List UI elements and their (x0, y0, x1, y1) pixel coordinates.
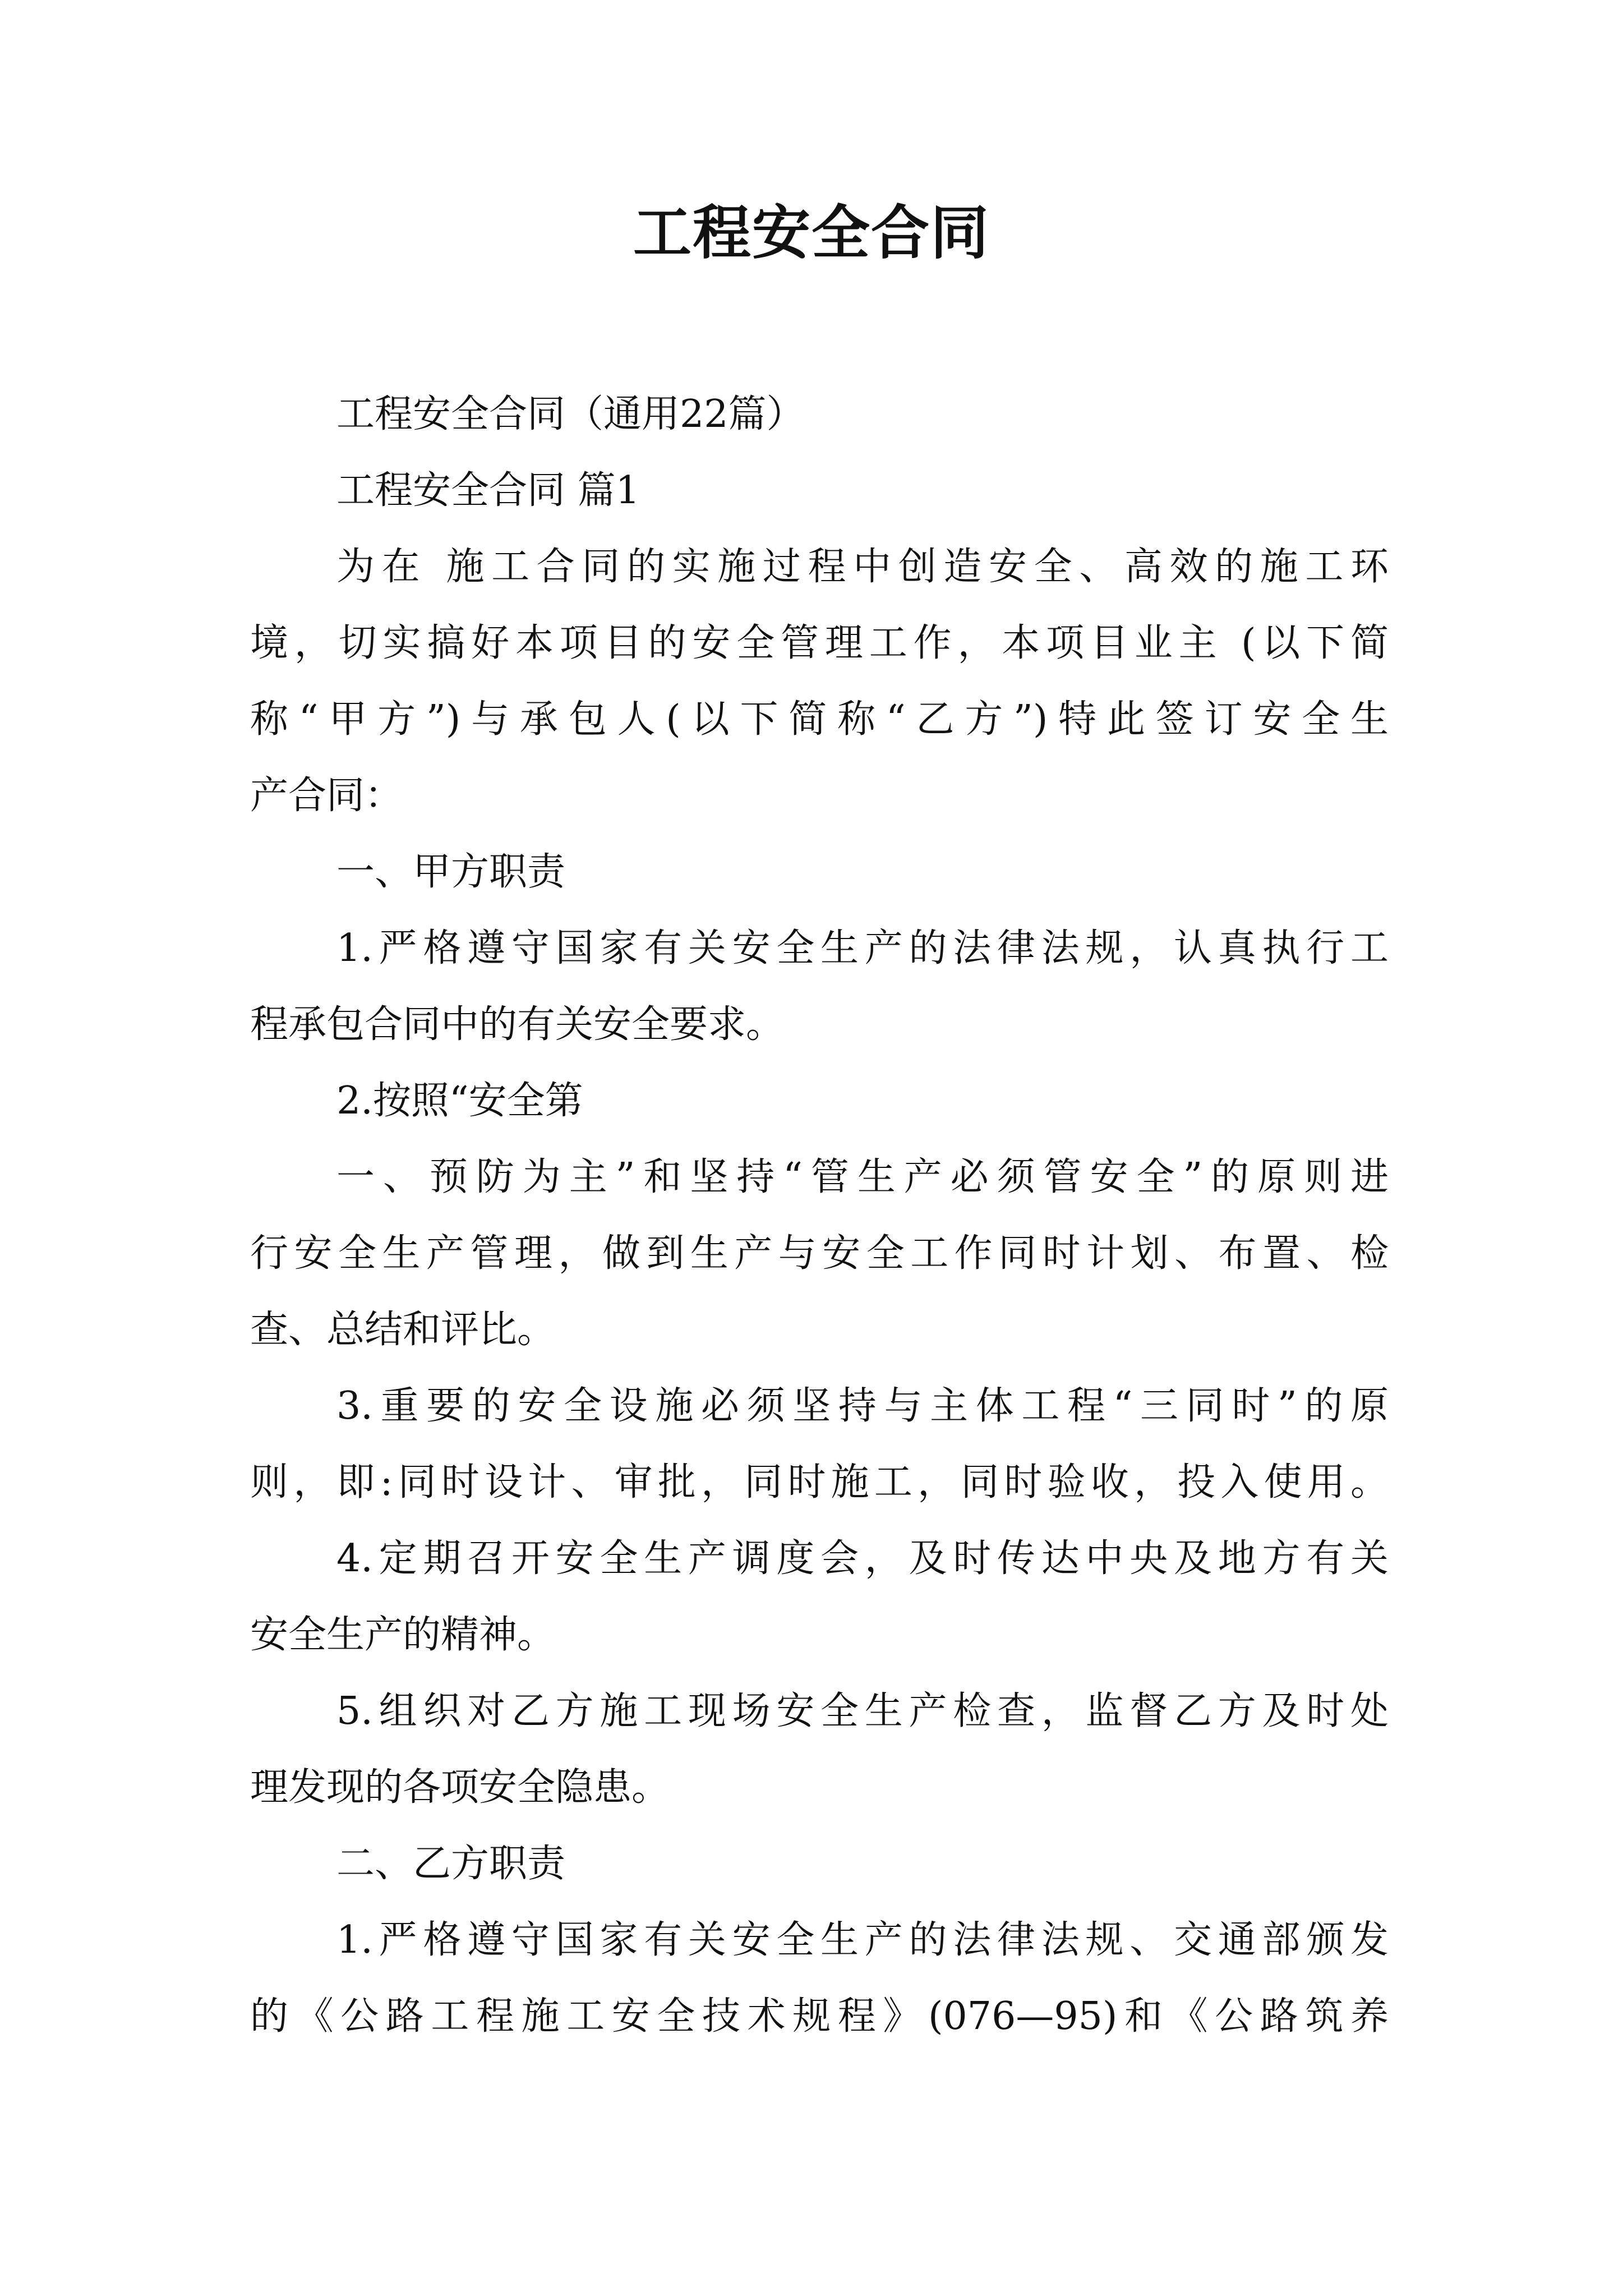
paragraph-line: 为在 施工合同的实施过程中创造安全、高效的施工环 (336, 545, 1389, 589)
paragraph-line: 行安全生产管理，做到生产与安全工作同时计划、布置、检 (250, 1231, 1389, 1276)
paragraph-line: 4.定期召开安全生产调度会，及时传达中央及地方有关 (336, 1536, 1389, 1581)
paragraph-line: 1.严格遵守国家有关安全生产的法律法规、交通部颁发 (336, 1918, 1389, 1962)
section-heading: 工程安全合同 篇1 (336, 468, 640, 513)
paragraph-line: 1.严格遵守国家有关安全生产的法律法规，认真执行工 (336, 926, 1389, 970)
paragraph-line: 理发现的各项安全隐患。 (250, 1765, 670, 1810)
paragraph-line: 程承包合同中的有关安全要求。 (250, 1002, 785, 1047)
paragraph-line: 查、总结和评比。 (250, 1308, 556, 1352)
document-title: 工程安全合同 (633, 198, 990, 267)
paragraph-line: 安全生产的精神。 (250, 1613, 556, 1657)
subtitle-line: 工程安全合同（通用22篇） (336, 392, 805, 436)
paragraph-line: 3.重要的安全设施必须坚持与主体工程“三同时”的原 (336, 1384, 1389, 1428)
paragraph-line: 的《公路工程施工安全技术规程》(076—95)和《公路筑养 (250, 1994, 1389, 2039)
paragraph-line: 2.按照“安全第 (336, 1079, 583, 1123)
paragraph-line: 一、预防为主”和坚持“管生产必须管安全”的原则进 (336, 1155, 1389, 1199)
paragraph-line: 则，即:同时设计、审批，同时施工，同时验收，投入使用。 (250, 1460, 1389, 1504)
document-body (250, 376, 1389, 2055)
section-heading: 二、乙方职责 (336, 1842, 566, 1886)
paragraph-line: 称“甲方”)与承包人(以下简称“乙方”)特此签订安全生 (250, 697, 1389, 742)
paragraph-line: 境，切实搞好本项目的安全管理工作，本项目业主 (以下简 (250, 621, 1389, 665)
section-heading: 一、甲方职责 (336, 850, 566, 894)
paragraph-line: 5.组织对乙方施工现场安全生产检查，监督乙方及时处 (336, 1689, 1389, 1733)
paragraph-line: 产合同： (250, 774, 403, 818)
